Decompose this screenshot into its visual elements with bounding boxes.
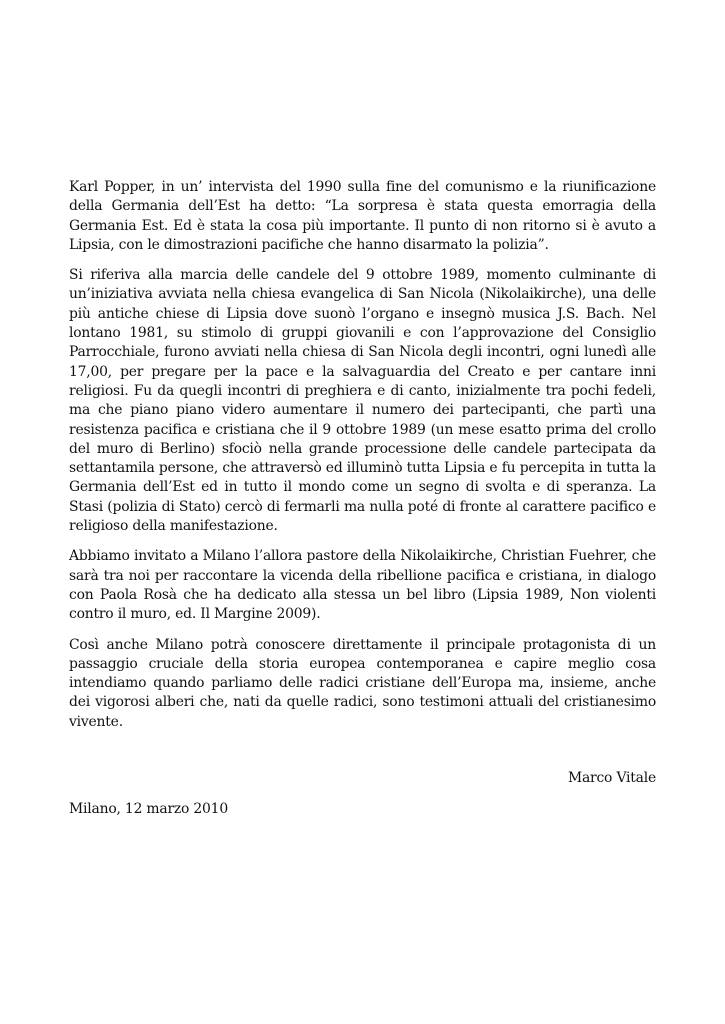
paragraph-invitation: Abbiamo invitato a Milano l’allora pastore della Nikolaikirche, Christian Fuehrer, che sarà tra noi per raccontare la vicenda della ribellione pacifica e cristiana, in dialogo con Paola Rosà che ha dedicato alla stessa un bel libro (Lipsia 1989, Non violenti contro il muro, ed. Il Margine 2009). <box>69 548 656 623</box>
letter-body <box>69 178 656 820</box>
signature: Marco Vitale <box>567 770 656 787</box>
place-date: Milano, 12 marzo 2010 <box>69 801 228 818</box>
paragraph-popper-quote: Karl Popper, in un’ intervista del 1990 sulla fine del comunismo e la riunificazione della Germania dell’Est ha detto: “La sorpresa è stata questa emorragia della Germania Est. Ed è stata la cosa più importante. Il punto di non ritorno si è avuto a Lipsia, con le dimostrazioni pacifiche che hanno disarmato la polizia”. <box>69 179 656 253</box>
paragraph-conclusion: Così anche Milano potrà conoscere direttamente il principale protagonista di un passaggio cruciale della storia europea contemporanea e capire meglio cosa intendiamo quando parliamo delle radici cristiane dell’Europa ma, insieme, anche dei vigorosi alberi che, nati da quelle radici, sono testimoni attuali del cristianesimo vivente. <box>69 636 656 730</box>
paragraph-candle-march: Si riferiva alla marcia delle candele del 9 ottobre 1989, momento culminante di un’iniziativa avviata nella chiesa evangelica di San Nicola (Nikolaikirche), una delle più antiche chiese di Lipsia dove suonò l’organo e insegnò musica J.S. Bach. Nel lontano 1981, su stimolo di gruppi giovanili e con l’approvazione del Consiglio Parrocchiale, furono avviati nella chiesa di San Nicola degli incontri, ogni lunedì alle 17,00, per pregare per la pace e la salvaguardia del Creato e per cantare inni religiosi. Fu da quegli incontri di preghiera e di canto, inizialmente tra pochi fedeli, ma che piano piano videro aumentare il numero dei partecipanti, che partì una resistenza pacifica e cristiana che il 9 ottobre 1989 (un mese esatto prima del crollo del muro di Berlino) sfociò nella grande processione delle candele partecipata da settantamila persone, che attraversò ed illuminò tutta Lipsia e fu percepita in tutta la Germania dell’Est ed in tutto il mondo come un segno di svolta e di speranza. La Stasi (polizia di Stato) cercò di fermarli ma nulla poté di fronte al carattere pacifico e religioso della manifestazione. <box>69 267 656 535</box>
